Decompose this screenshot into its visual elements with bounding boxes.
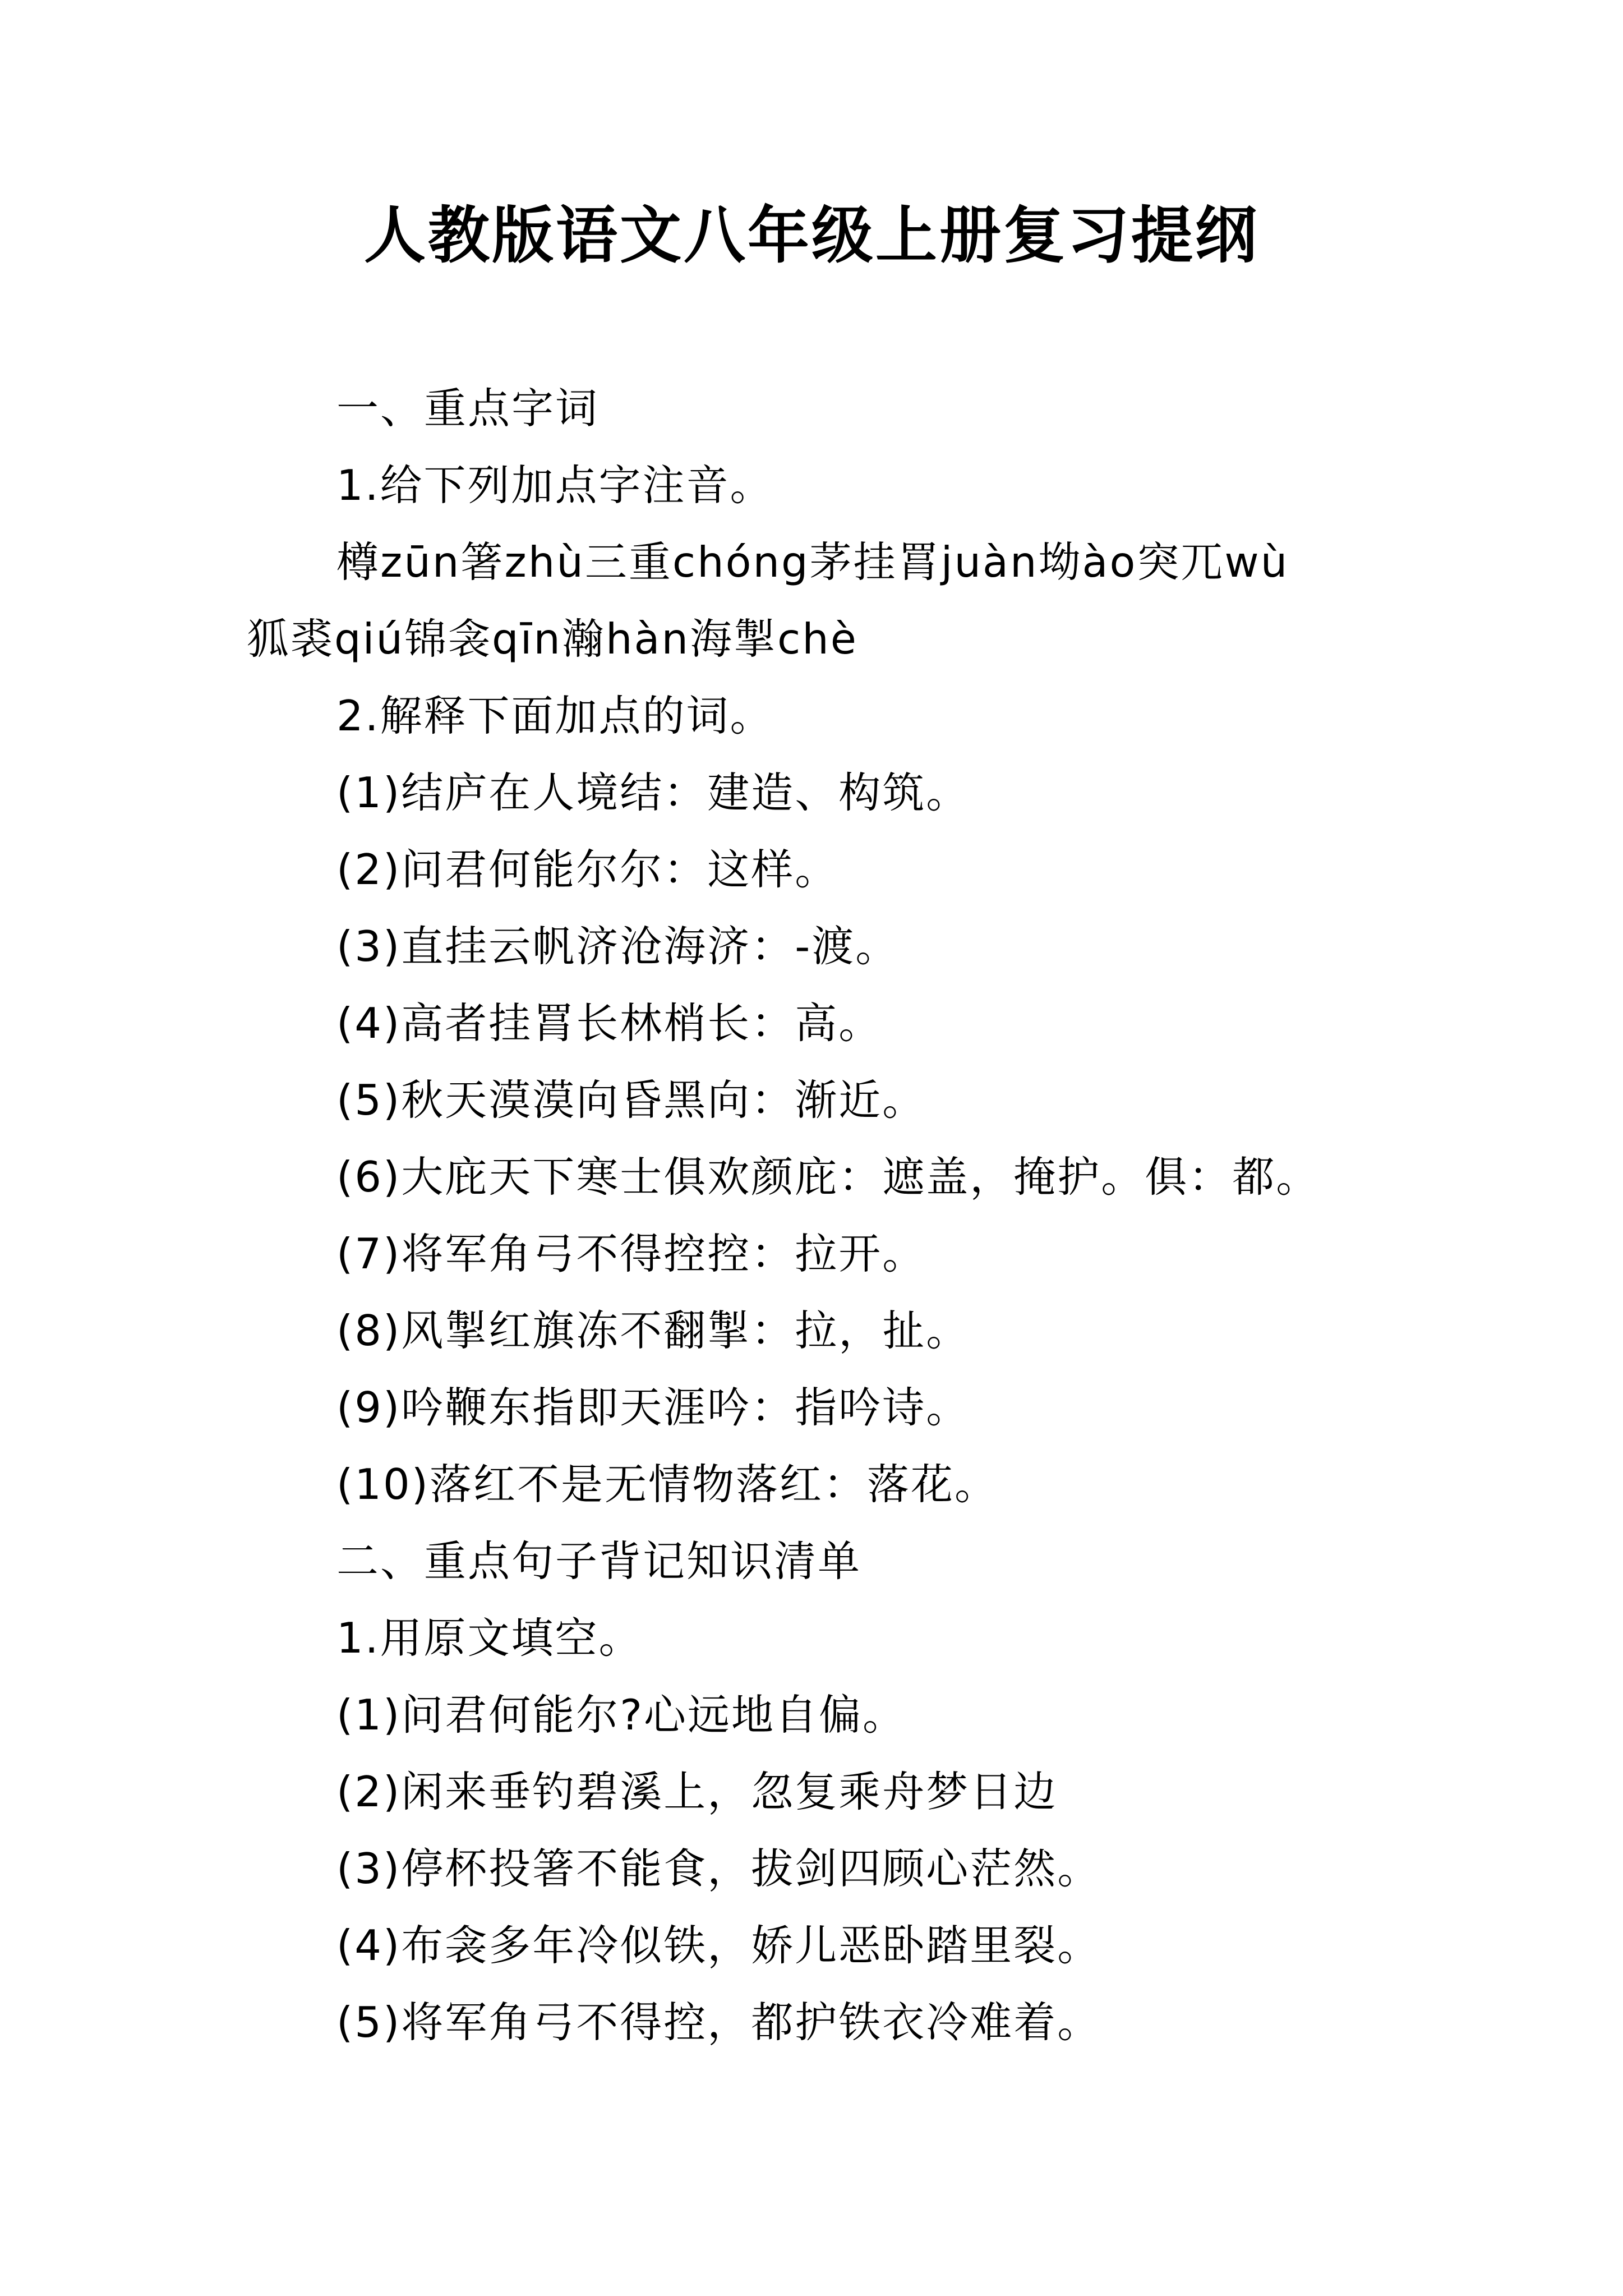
exercise-heading: 1.用原文填空。 [336,1613,643,1663]
definition-item: (9)吟鞭东指即天涯吟：指吟诗。 [336,1383,970,1432]
definition-item: (10)落红不是无情物落红：落花。 [336,1460,998,1509]
fill-in-item: (3)停杯投箸不能食，拔剑四顾心茫然。 [336,1844,1101,1893]
pinyin-line-continued: 狐裘qiú锦衾qīn瀚hàn海掣chè [247,614,858,664]
document-title: 人教版语文八年级上册复习提纲 [364,199,1259,272]
definition-item: (1)结庐在人境结：建造、构筑。 [336,768,970,817]
definition-item: (3)直挂云帆济沧海济：-渡。 [336,922,900,971]
definition-item: (5)秋天漠漠向昏黑向：渐近。 [336,1075,926,1125]
definition-item: (7)将军角弓不得控控：拉开。 [336,1229,926,1278]
exercise-heading: 2.解释下面加点的词。 [336,691,774,740]
definition-item: (8)风掣红旗冻不翻掣：拉，扯。 [336,1306,970,1355]
exercise-heading: 1.给下列加点字注音。 [336,461,774,510]
definition-item: (4)高者挂罥长林梢长：高。 [336,999,883,1048]
pinyin-line: 樽zūn箸zhù三重chóng茅挂罥juàn坳ào突兀wù [336,537,1289,587]
fill-in-item: (5)将军角弓不得控，都护铁衣冷难着。 [336,1998,1101,2047]
fill-in-item: (1)问君何能尔?心远地自偏。 [336,1690,907,1740]
document-body [247,370,1458,2061]
fill-in-item: (4)布衾多年冷似铁，娇儿恶卧踏里裂。 [336,1921,1101,1970]
section-heading: 一、重点字词 [336,384,600,433]
definition-item: (6)大庇天下寒士俱欢颜庇：遮盖，掩护。俱：都。 [336,1152,1320,1202]
fill-in-item: (2)闲来垂钓碧溪上，忽复乘舟梦日边 [336,1767,1058,1816]
section-heading: 二、重点句子背记知识清单 [336,1536,862,1586]
definition-item: (2)问君何能尔尔：这样。 [336,845,839,894]
